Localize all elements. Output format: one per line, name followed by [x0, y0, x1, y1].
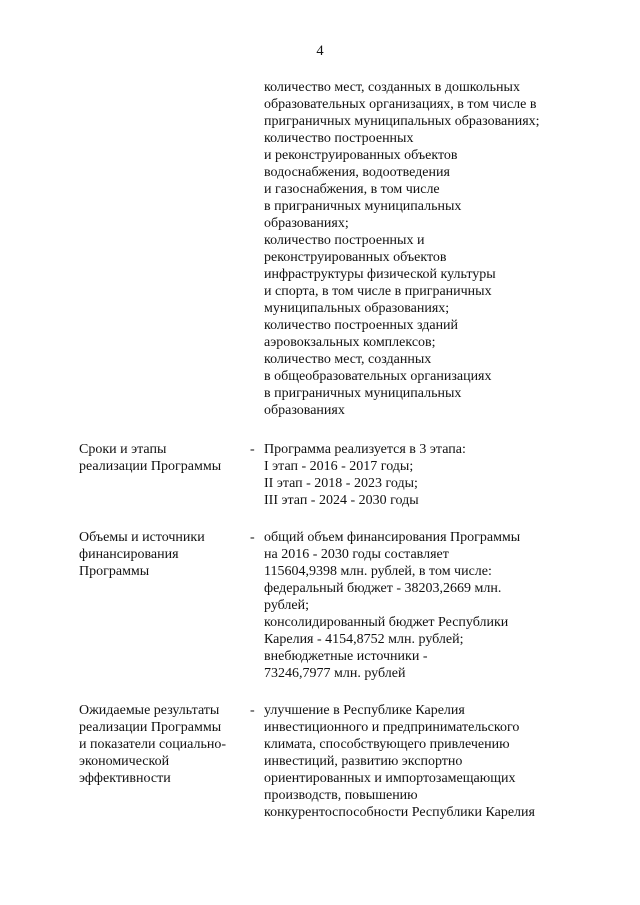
row-label-line: экономической — [79, 754, 170, 769]
row-label-line: Объемы и источники — [79, 530, 205, 545]
text-line: в приграничных муниципальных — [264, 199, 462, 214]
row-value-line: общий объем финансирования Программы — [264, 530, 521, 545]
text-line: аэровокзальных комплексов; — [264, 335, 436, 350]
row-value-line: производств, повышению — [264, 788, 418, 803]
row-label-line: эффективности — [79, 771, 171, 786]
row-label-line: финансирования — [79, 547, 179, 562]
row-value-line: конкурентоспособности Республики Карелия — [264, 805, 535, 820]
row-value-line: климата, способствующего привлечению — [264, 737, 510, 752]
row-value-line: консолидированный бюджет Республики — [264, 615, 509, 630]
row-label-line: и показатели социально- — [79, 737, 227, 752]
row-value-line: рублей; — [264, 598, 309, 613]
text-line: и спорта, в том числе в приграничных — [264, 284, 492, 299]
row-label-line: Сроки и этапы — [79, 442, 167, 457]
row-value-line: на 2016 - 2030 годы составляет — [264, 547, 449, 562]
row-value-line: инвестиций, развитию экспортно — [264, 754, 463, 769]
row-label-line: Ожидаемые результаты — [79, 703, 220, 718]
text-line: количество мест, созданных в дошкольных — [264, 80, 520, 95]
text-line: приграничных муниципальных образованиях; — [264, 114, 540, 129]
row-value-line: Карелия - 4154,8752 млн. рублей; — [264, 632, 464, 647]
text-line: реконструированных объектов — [264, 250, 447, 265]
text-line: водоснабжения, водоотведения — [264, 165, 450, 180]
row-value-line: инвестиционного и предпринимательского — [264, 720, 520, 735]
text-line: количество мест, созданных — [264, 352, 432, 367]
row-dash: - — [250, 703, 255, 718]
text-line: муниципальных образованиях; — [264, 301, 450, 316]
row-label-line: реализации Программы — [79, 459, 222, 474]
text-line: инфраструктуры физической культуры — [264, 267, 496, 282]
row-value-line: федеральный бюджет - 38203,2669 млн. — [264, 581, 502, 596]
row-value-line: внебюджетные источники - — [264, 649, 428, 664]
row-dash: - — [250, 442, 255, 457]
row-value-line: 73246,7977 млн. рублей — [264, 666, 406, 681]
row-value-line: 115604,9398 млн. рублей, в том числе: — [264, 564, 492, 579]
text-line: количество построенных — [264, 131, 414, 146]
text-line: образованиях; — [264, 216, 349, 231]
text-line: в приграничных муниципальных — [264, 386, 462, 401]
row-value-line: II этап - 2018 - 2023 годы; — [264, 476, 418, 491]
text-line: образовательных организациях, в том числе в — [264, 97, 537, 112]
row-value-line: улучшение в Республике Карелия — [264, 703, 465, 718]
text-line: количество построенных зданий — [264, 318, 459, 333]
row-dash: - — [250, 530, 255, 545]
row-value-line: ориентированных и импортозамещающих — [264, 771, 516, 786]
row-value-line: I этап - 2016 - 2017 годы; — [264, 459, 414, 474]
text-line: в общеобразовательных организациях — [264, 369, 492, 384]
page-number: 4 — [316, 43, 324, 59]
row-value-line: III этап - 2024 - 2030 годы — [264, 493, 419, 508]
text-line: и газоснабжения, в том числе — [264, 182, 440, 197]
row-label-line: Программы — [79, 564, 150, 579]
row-value-line: Программа реализуется в 3 этапа: — [264, 442, 466, 457]
text-line: количество построенных и — [264, 233, 425, 248]
text-line: и реконструированных объектов — [264, 148, 458, 163]
row-label-line: реализации Программы — [79, 720, 222, 735]
text-line: образованиях — [264, 403, 345, 418]
